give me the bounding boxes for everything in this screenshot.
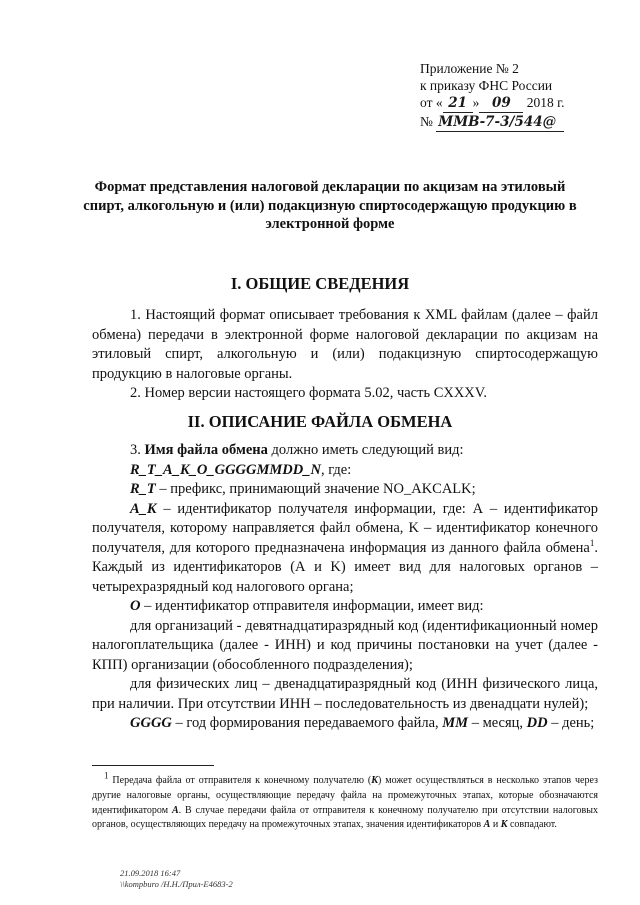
date-year: 2018 г. (526, 95, 565, 110)
o-code: O (130, 598, 141, 614)
paragraph-2: 2. Номер версии настоящего формата 5.02, часть CXXXV. (130, 385, 488, 401)
footnote-mark: 1 (104, 770, 109, 781)
footnote-part-a: Передача файла от отправителя к конечному получателю ( (108, 775, 372, 786)
date-separator: » (472, 95, 480, 110)
appendix-number (420, 113, 565, 132)
section-2-heading: II. ОПИСАНИЕ ФАЙЛА ОБМЕНА (187, 412, 453, 431)
footnote-part-d: и (490, 819, 501, 831)
print-stamp (120, 868, 233, 890)
footnote-part-e: совпадают. (507, 819, 557, 831)
sender-definition (92, 597, 598, 617)
footnote-part-c: . В случае передачи файла от отправителя к конечному получателю при отсутствии налоговых органов, осуществляющих передачу на промежуточных этапах, значения идентификаторов (92, 804, 598, 831)
footnote (92, 770, 598, 833)
date-definition (92, 714, 598, 734)
footnote-a2: А (483, 819, 491, 831)
footnote-k2: К (500, 819, 508, 831)
appendix-line-1: Приложение № 2 (420, 61, 519, 76)
order-number: ММВ-7-3/544@ (436, 114, 564, 132)
rt-text: – префикс, принимающий значение NO_AKCALK; (155, 481, 476, 497)
section-1-heading: I. ОБЩИЕ СВЕДЕНИЯ (230, 274, 410, 293)
footnote-divider (92, 765, 214, 766)
prefix-definition (92, 480, 598, 500)
file-name-term: Имя файла обмена (144, 442, 268, 458)
stamp-path: \\kompburo /Н.Н./Прил-Е4683-2 (120, 879, 233, 889)
paragraph-3 (92, 441, 598, 461)
appendix-line-2: к приказу ФНС России (420, 78, 553, 93)
paragraph-3-text: должно иметь следующий вид: (267, 442, 464, 458)
mm-text: – месяц, (468, 715, 527, 731)
file-name-pattern: R_T_A_K_O_GGGGMMDD_N (130, 461, 321, 478)
ak-text-cont: . Каждый из идентификаторов (А и K) имеет вид для налоговых органов – четырехразрядный код налогового органа; (92, 539, 598, 595)
date-day: 21 (443, 95, 473, 113)
section-1-body (92, 306, 598, 404)
number-prefix: № (420, 114, 433, 129)
appendix-date (420, 94, 565, 113)
footnote-ref: 1 (589, 537, 595, 548)
footnote-text (92, 770, 598, 833)
pattern-suffix: , где: (320, 461, 352, 478)
recipient-definition (92, 500, 598, 598)
date-month: 09 (479, 95, 523, 113)
o-text: – идентификатор отправителя информации, имеет вид: (140, 598, 484, 614)
section-2-body (92, 441, 598, 734)
date-prefix: от « (420, 95, 443, 110)
dd-text: – день; (547, 715, 595, 731)
document-title: Формат представления налоговой декларации по акцизам на этиловый спирт, алкогольную и (или) подакцизную спиртосодержащую продукцию в электронной форме (83, 179, 577, 232)
footnote-a1: А (171, 804, 179, 816)
ak-code: A_K (130, 500, 157, 517)
appendix-header (420, 60, 565, 132)
ak-text: – идентификатор получателя информации, где: А – идентификатор получателя, которому направляется файл обмена, K – идентификатор конечного получателя, для которого предназначена информация из данного файла обмена (92, 500, 598, 556)
paragraph-3-number: 3. (130, 442, 145, 458)
dd-code: DD (526, 715, 548, 731)
file-name-pattern-line (92, 461, 598, 481)
gggg-code: GGGG (130, 715, 172, 731)
individual-code: для физических лиц – двенадцатиразрядный код (ИНН физического лица, при наличии. При отсутствии ИНН – последовательность из двенадцати нулей); (92, 676, 598, 712)
paragraph-1: 1. Настоящий формат описывает требования к XML файлам (далее – файл обмена) передачи в электронной форме налоговой декларации по акцизам на этиловый спирт, алкогольную и (или) подакцизную спиртосодержащую продукцию в налоговые органы. (92, 307, 598, 382)
footnote-part-b: ) может осуществляться в несколько этапов через другие налоговые органы, осуществляющие передачу файла на промежуточных этапах, которые обозначаются идентификатором (92, 775, 598, 816)
mm-code: MM (442, 715, 469, 731)
organization-code: для организаций - девятнадцатиразрядный код (идентификационный номер налогоплательщика (далее - ИНН) и код причины постановки на учет (далее - КПП) организации (обособленного подразделения); (92, 617, 598, 673)
footnote-k1: К (371, 775, 379, 786)
stamp-datetime: 21.09.2018 16:47 (120, 868, 181, 878)
gggg-text: – год формирования передаваемого файла, (171, 715, 443, 731)
rt-code: R_T (130, 481, 156, 497)
